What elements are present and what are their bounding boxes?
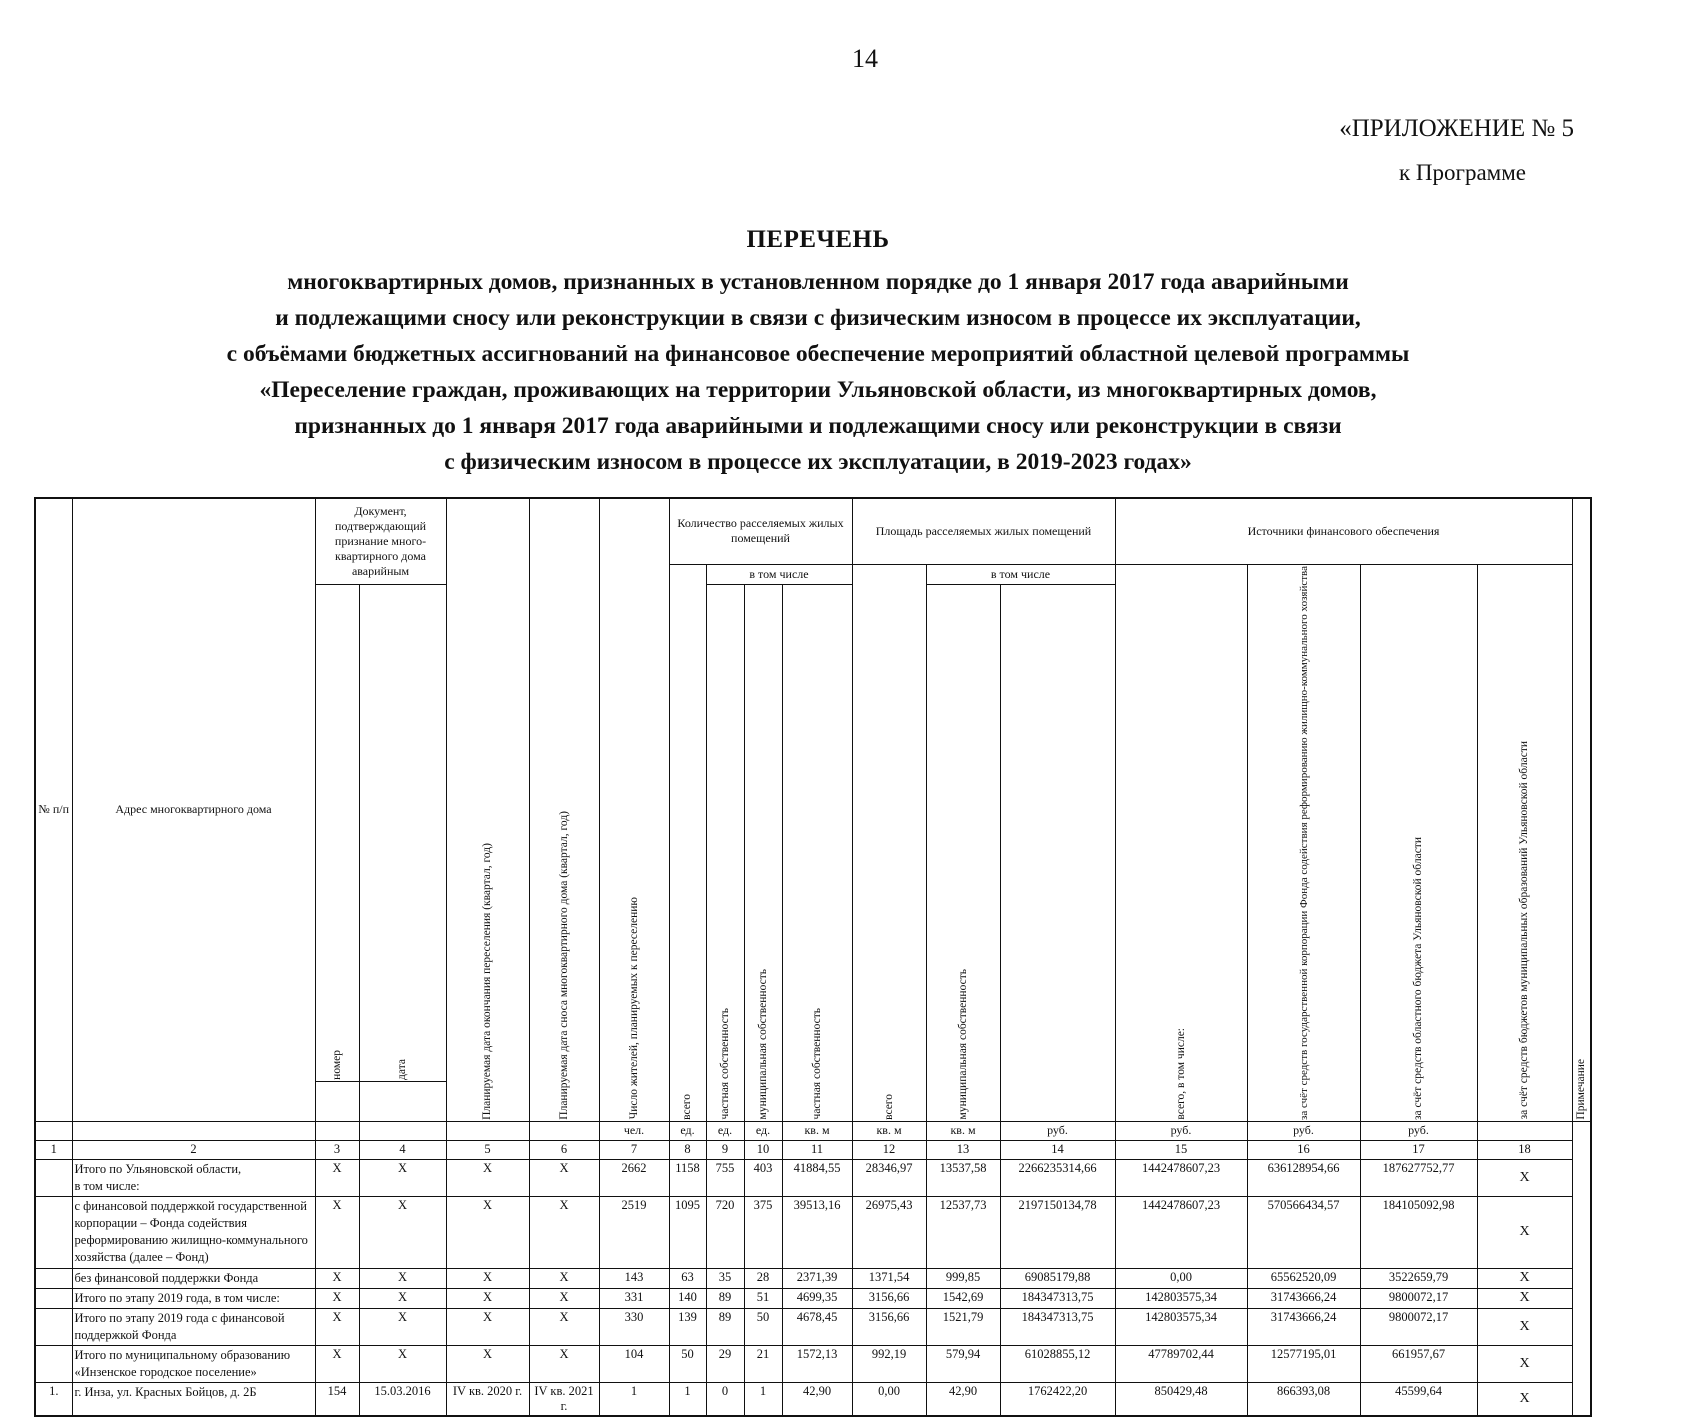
cell-c13: 12537,73 [926, 1196, 1000, 1268]
col-number: 10 [744, 1140, 782, 1159]
subtitle-line: с физическим износом в процессе их эксплуатации, в 2019-2023 годах» [444, 449, 1192, 475]
cell-c8: 50 [669, 1345, 706, 1382]
col-header-address: Адрес многоквартирного дома [72, 498, 315, 1121]
cell-c5: X [446, 1196, 529, 1268]
cell-c14: 184347313,75 [1000, 1308, 1115, 1345]
cell-c7: 2662 [599, 1159, 669, 1196]
cell-c9: 89 [706, 1308, 744, 1345]
unit-cell: кв. м [926, 1121, 1000, 1140]
col-header-note: Примечание [1574, 1058, 1587, 1120]
page-number: 14 [852, 44, 878, 73]
cell-c5: X [446, 1268, 529, 1288]
row-number [35, 1308, 72, 1345]
col-header-src-fund-cell [1247, 564, 1360, 1121]
cell-c15: 47789702,44 [1115, 1345, 1247, 1382]
cell-c4: X [359, 1288, 446, 1308]
col-header-planned-demolish: Планируемая дата сноса многоквартирного дома (квартал, год) [557, 810, 570, 1120]
cell-c3: 154 [315, 1382, 359, 1416]
cell-c11: 4678,45 [782, 1308, 852, 1345]
empty-cell [446, 1121, 529, 1140]
cell-c16: 866393,08 [1247, 1382, 1360, 1416]
cell-c14: 2266235314,66 [1000, 1159, 1115, 1196]
cell-c4: X [359, 1196, 446, 1268]
col-header-src-total-cell [1115, 564, 1247, 1121]
cell-note: X [1477, 1159, 1572, 1196]
col-header-private-cell [706, 584, 744, 1121]
cell-c17: 9800072,17 [1360, 1288, 1477, 1308]
row-number [35, 1196, 72, 1268]
cell-c6: X [529, 1196, 599, 1268]
cell-c10: 50 [744, 1308, 782, 1345]
col-header-src-regional: за счёт средств областного бюджета Ульяновской области [1412, 836, 1424, 1120]
subtitle-line: «Переселение граждан, проживающих на территории Ульяновской области, из многоквартирных домов, [259, 377, 1377, 403]
cell-c16: 65562520,09 [1247, 1268, 1360, 1288]
empty-cell [315, 1121, 359, 1140]
unit-cell: кв. м [852, 1121, 926, 1140]
col-number: 5 [446, 1140, 529, 1159]
cell-c13: 1521,79 [926, 1308, 1000, 1345]
col-header-src-municipal-cell [1477, 564, 1572, 1121]
cell-c11: 42,90 [782, 1382, 852, 1416]
col-number: 4 [359, 1140, 446, 1159]
col-number: 17 [1360, 1140, 1477, 1159]
cell-c7: 1 [599, 1382, 669, 1416]
cell-c14: 61028855,12 [1000, 1345, 1115, 1382]
cell-c13: 13537,58 [926, 1159, 1000, 1196]
col-number: 6 [529, 1140, 599, 1159]
subtitle-line: признанных до 1 января 2017 года аварийными и подлежащими сносу или реконструкции в связи [294, 413, 1342, 439]
col-number: 13 [926, 1140, 1000, 1159]
col-header-planned-resettle-cell [446, 498, 529, 1121]
cell-c17: 661957,67 [1360, 1345, 1477, 1382]
cell-c11: 41884,55 [782, 1159, 852, 1196]
col-header-doc-date-cell [359, 584, 446, 1081]
col-number: 9 [706, 1140, 744, 1159]
cell-c7: 104 [599, 1345, 669, 1382]
cell-c8: 140 [669, 1288, 706, 1308]
col-header-area-private-cell [782, 584, 852, 1121]
cell-note: X [1477, 1268, 1572, 1288]
cell-c12: 3156,66 [852, 1308, 926, 1345]
col-number: 8 [669, 1140, 706, 1159]
cell-c9: 720 [706, 1196, 744, 1268]
cell-c17: 184105092,98 [1360, 1196, 1477, 1268]
table-row [35, 1196, 1591, 1268]
cell-c6: X [529, 1345, 599, 1382]
col-header-municipal: муниципальная собственность [756, 969, 769, 1120]
col-header-area-private: частная собственность [810, 1008, 823, 1120]
col-header-src-fund: за счёт средств государственной корпорации Фонда содействия реформированию жилищно-коммунального хозяйства [1297, 565, 1310, 1120]
unit-cell: ед. [744, 1121, 782, 1140]
cell-c8: 1158 [669, 1159, 706, 1196]
cell-c6: IV кв. 2021 г. [529, 1382, 599, 1416]
col-header-area-total-cell [852, 564, 926, 1121]
cell-c10: 1 [744, 1382, 782, 1416]
col-header-total-cell [669, 564, 706, 1121]
cell-c3: X [315, 1159, 359, 1196]
cell-c8: 139 [669, 1308, 706, 1345]
col-header-municipal-cell [744, 584, 782, 1121]
cell-c9: 0 [706, 1382, 744, 1416]
col-number: 3 [315, 1140, 359, 1159]
cell-c5: X [446, 1345, 529, 1382]
cell-c12: 28346,97 [852, 1159, 926, 1196]
unit-cell: руб. [1115, 1121, 1247, 1140]
cell-c15: 1442478607,23 [1115, 1196, 1247, 1268]
col-header-planned-resettle: Планируемая дата окончания переселения (квартал, год) [481, 842, 493, 1120]
cell-c10: 375 [744, 1196, 782, 1268]
cell-c4: X [359, 1268, 446, 1288]
column-numbers-row [35, 1140, 1591, 1159]
row-address: без финансовой поддержки Фонда [72, 1268, 315, 1288]
cell-note: X [1477, 1308, 1572, 1345]
unit-cell: кв. м [782, 1121, 852, 1140]
col-header-planned-demolish-cell [529, 498, 599, 1121]
col-header-num: № п/п [35, 498, 72, 1121]
col-number: 2 [72, 1140, 315, 1159]
empty-cell [359, 1121, 446, 1140]
col-header-area-municipal: муниципальная собственность [956, 969, 969, 1120]
empty-cell [529, 1121, 599, 1140]
cell-c5: X [446, 1159, 529, 1196]
cell-note: X [1477, 1345, 1572, 1382]
cell-c16: 31743666,24 [1247, 1288, 1360, 1308]
cell-c6: X [529, 1288, 599, 1308]
unit-cell: руб. [1247, 1121, 1360, 1140]
cell-c16: 570566434,57 [1247, 1196, 1360, 1268]
cell-note: X [1477, 1382, 1572, 1416]
cell-c12: 3156,66 [852, 1288, 926, 1308]
unit-cell: руб. [1000, 1121, 1115, 1140]
cell-c3: X [315, 1196, 359, 1268]
cell-c15: 142803575,34 [1115, 1308, 1247, 1345]
row-address: Итого по этапу 2019 года с финансовой поддержкой Фонда [72, 1308, 315, 1345]
table-row [35, 1288, 1591, 1308]
empty-cell [1477, 1121, 1572, 1140]
cell-c17: 9800072,17 [1360, 1308, 1477, 1345]
row-number [35, 1268, 72, 1288]
col-header-note-cell [1572, 498, 1591, 1121]
col-header-residents-cell [599, 498, 669, 1121]
units-row [35, 1121, 1591, 1140]
cell-c14: 1762422,20 [1000, 1382, 1115, 1416]
cell-c14: 2197150134,78 [1000, 1196, 1115, 1268]
row-number [35, 1159, 72, 1196]
empty-cell [72, 1121, 315, 1140]
table-row [35, 1159, 1591, 1196]
cell-c6: X [529, 1268, 599, 1288]
table-row [35, 1345, 1591, 1382]
unit-cell: ед. [706, 1121, 744, 1140]
col-header-doc-date: дата [396, 1058, 408, 1080]
unit-cell: руб. [1360, 1121, 1477, 1140]
cell-c5: X [446, 1308, 529, 1345]
header-row-1 [35, 498, 1591, 564]
col-header-src-municipal: за счёт средств бюджетов муниципальных образований Ульяновской области [1518, 741, 1530, 1120]
cell-c16: 12577195,01 [1247, 1345, 1360, 1382]
document-title: ПЕРЕЧЕНЬ [746, 226, 890, 253]
cell-c9: 35 [706, 1268, 744, 1288]
col-number: 1 [35, 1140, 72, 1159]
row-address: Итого по Ульяновской области, в том числе: [72, 1159, 315, 1196]
cell-note: X [1477, 1196, 1572, 1268]
table-row [35, 1268, 1591, 1288]
col-number: 12 [852, 1140, 926, 1159]
cell-c4: X [359, 1345, 446, 1382]
cell-c16: 636128954,66 [1247, 1159, 1360, 1196]
col-number: 11 [782, 1140, 852, 1159]
cell-c14: 184347313,75 [1000, 1288, 1115, 1308]
cell-c3: X [315, 1268, 359, 1288]
cell-c17: 3522659,79 [1360, 1268, 1477, 1288]
cell-c6: X [529, 1308, 599, 1345]
cell-c7: 143 [599, 1268, 669, 1288]
row-number [35, 1288, 72, 1308]
col-header-doc-number-cell [315, 584, 359, 1081]
cell-c11: 39513,16 [782, 1196, 852, 1268]
cell-c4: 15.03.2016 [359, 1382, 446, 1416]
empty-cell [359, 1081, 446, 1121]
cell-c8: 1095 [669, 1196, 706, 1268]
cell-c3: X [315, 1308, 359, 1345]
cell-c11: 1572,13 [782, 1345, 852, 1382]
cell-c5: X [446, 1288, 529, 1308]
cell-c9: 29 [706, 1345, 744, 1382]
cell-c12: 1371,54 [852, 1268, 926, 1288]
empty-cell [315, 1081, 359, 1121]
cell-c13: 42,90 [926, 1382, 1000, 1416]
cell-c8: 1 [669, 1382, 706, 1416]
cell-c16: 31743666,24 [1247, 1308, 1360, 1345]
col-number: 7 [599, 1140, 669, 1159]
document-subtitle [60, 264, 1576, 480]
col-header-document: Документ, подтверждающий признание много-квартирного дома аварийным [315, 498, 446, 584]
row-number: 1. [35, 1382, 72, 1416]
row-number [35, 1345, 72, 1382]
col-number: 16 [1247, 1140, 1360, 1159]
cell-c7: 330 [599, 1308, 669, 1345]
cell-c15: 850429,48 [1115, 1382, 1247, 1416]
cell-c11: 2371,39 [782, 1268, 852, 1288]
cell-c14: 69085179,88 [1000, 1268, 1115, 1288]
cell-c7: 2519 [599, 1196, 669, 1268]
cell-note: X [1477, 1288, 1572, 1308]
col-header-area-municipal-cell [926, 584, 1000, 1121]
cell-c4: X [359, 1308, 446, 1345]
unit-cell: ед. [669, 1121, 706, 1140]
cell-c10: 51 [744, 1288, 782, 1308]
col-header-incl1: в том числе [706, 564, 852, 584]
cell-c7: 331 [599, 1288, 669, 1308]
table-row [35, 1308, 1591, 1345]
row-address: Итого по муниципальному образованию «Инзенское городское поселение» [72, 1345, 315, 1382]
col-header-total: всего [681, 1093, 693, 1120]
cell-c9: 755 [706, 1159, 744, 1196]
cell-c3: X [315, 1288, 359, 1308]
table-body [35, 1159, 1591, 1416]
cell-c9: 89 [706, 1288, 744, 1308]
col-header-residents: Число жителей, планируемых к переселению [627, 897, 640, 1120]
cell-c8: 63 [669, 1268, 706, 1288]
appendix-subtitle: к Программе [1399, 160, 1526, 185]
subtitle-line: с объёмами бюджетных ассигнований на финансовое обеспечение мероприятий областной целевой программы [226, 341, 1410, 367]
cell-c6: X [529, 1159, 599, 1196]
cell-c13: 1542,69 [926, 1288, 1000, 1308]
row-address: г. Инза, ул. Красных Бойцов, д. 2Б [72, 1382, 315, 1416]
cell-c10: 403 [744, 1159, 782, 1196]
col-header-area: Площадь расселяемых жилых помещений [852, 498, 1115, 564]
col-number: 14 [1000, 1140, 1115, 1159]
col-header-doc-number: номер [330, 1049, 343, 1080]
cell-c4: X [359, 1159, 446, 1196]
cell-c10: 28 [744, 1268, 782, 1288]
row-address: Итого по этапу 2019 года, в том числе: [72, 1288, 315, 1308]
subtitle-line: многоквартирных домов, признанных в установленном порядке до 1 января 2017 года аварийными [287, 269, 1349, 295]
cell-c15: 0,00 [1115, 1268, 1247, 1288]
col-header-src-regional-cell [1360, 564, 1477, 1121]
row-address: с финансовой поддержкой государственной корпорации – Фонда содействия реформированию жилищно-коммунального хозяйства (далее – Фонд) [72, 1196, 315, 1268]
col-header-src-total: всего, в том числе: [1174, 1027, 1187, 1120]
empty-cell [35, 1121, 72, 1140]
housing-table [34, 497, 1592, 1417]
cell-c10: 21 [744, 1345, 782, 1382]
col-header-sources: Источники финансового обеспечения [1115, 498, 1572, 564]
table-row [35, 1382, 1591, 1416]
cell-c12: 26975,43 [852, 1196, 926, 1268]
cell-c15: 142803575,34 [1115, 1288, 1247, 1308]
col-header-incl2: в том числе [926, 564, 1115, 584]
cell-c17: 187627752,77 [1360, 1159, 1477, 1196]
cell-c12: 0,00 [852, 1382, 926, 1416]
cell-c11: 4699,35 [782, 1288, 852, 1308]
cell-c17: 45599,64 [1360, 1382, 1477, 1416]
col-number: 18 [1477, 1140, 1572, 1159]
cell-c13: 579,94 [926, 1345, 1000, 1382]
col-header-rooms: Количество расселяемых жилых помещений [669, 498, 852, 564]
col-header-private: частная собственность [718, 1008, 731, 1120]
cell-c5: IV кв. 2020 г. [446, 1382, 529, 1416]
cell-c12: 992,19 [852, 1345, 926, 1382]
cell-c3: X [315, 1345, 359, 1382]
subtitle-line: и подлежащими сносу или реконструкции в связи с физическим износом в процессе их эксплуатации, [275, 305, 1361, 331]
col-number: 15 [1115, 1140, 1247, 1159]
col-header-area-total: всего [882, 1093, 895, 1120]
unit-cell: чел. [599, 1121, 669, 1140]
cell-c13: 999,85 [926, 1268, 1000, 1288]
appendix-title: «ПРИЛОЖЕНИЕ № 5 [1339, 115, 1574, 142]
cell-c15: 1442478607,23 [1115, 1159, 1247, 1196]
